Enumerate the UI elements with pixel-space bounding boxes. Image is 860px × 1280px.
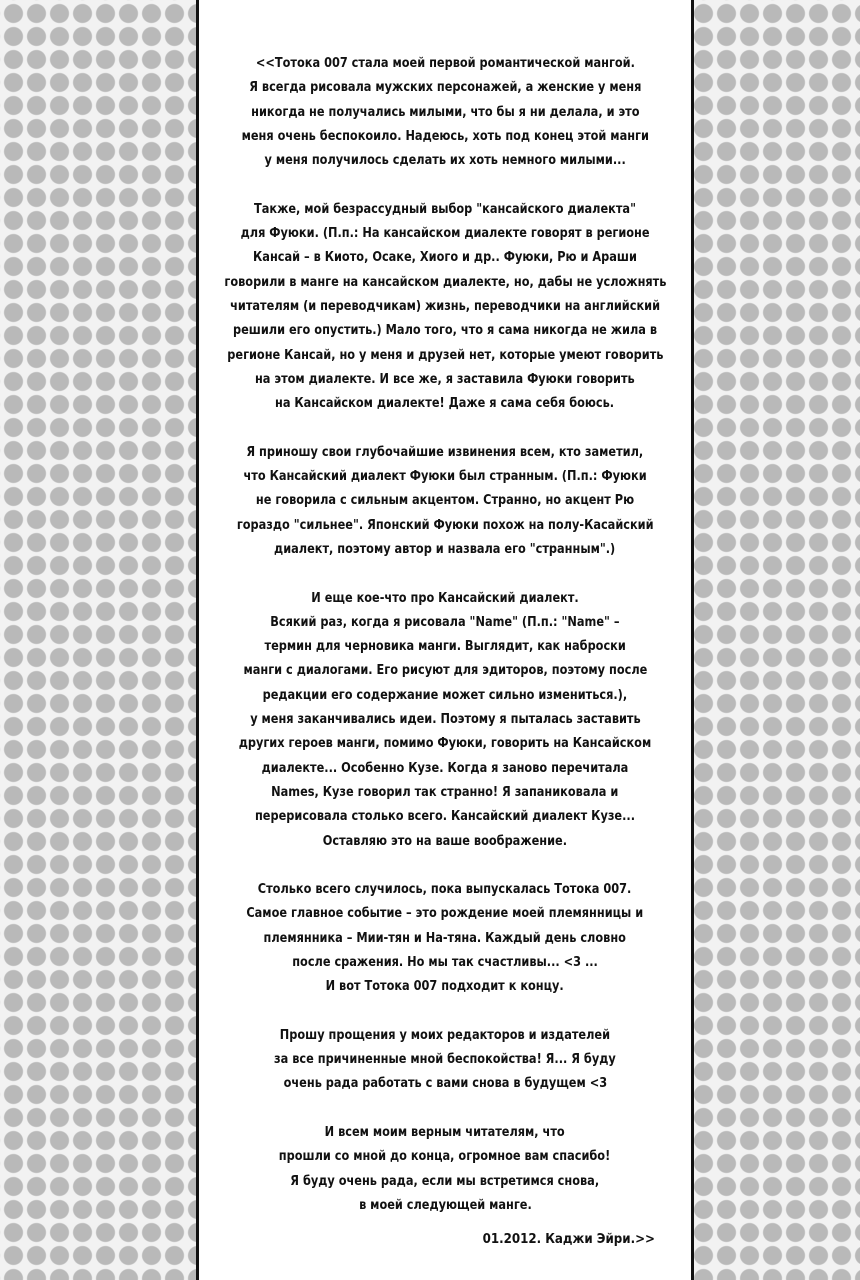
text-line: Кансай – в Киото, Осаке, Хиого и др.. Фуюки, Рю и Араши xyxy=(253,250,637,266)
afterword-text xyxy=(199,52,691,1243)
text-line: меня очень беспокоило. Надеюсь, хоть под конец этой манги xyxy=(241,128,649,144)
paragraph xyxy=(199,441,691,562)
text-line: Оставляю это на ваше воображение. xyxy=(322,833,568,849)
text-line: на Кансайском диалекте! Даже я сама себя боюсь. xyxy=(275,396,615,412)
text-line: гораздо "сильнее". Японский Фуюки похож на полу-Касайский xyxy=(236,517,654,533)
text-line: на этом диалекте. И все же, я заставила Фуюки говорить xyxy=(255,371,635,387)
text-line: для Фуюки. (П.п.: На кансайском диалекте говорят в регионе xyxy=(240,226,650,242)
text-line: читателям (и переводчикам) жизнь, переводчики на английский xyxy=(230,298,660,314)
text-line: Самое главное событие – это рождение моей племянницы и xyxy=(246,906,644,922)
paragraph xyxy=(199,587,691,854)
text-line: манги с диалогами. Его рисуют для эдиторов, поэтому после xyxy=(243,663,647,679)
text-line: И еще кое-что про Кансайский диалект. xyxy=(311,590,579,606)
text-line: <<Тотока 007 стала моей первой романтической мангой. xyxy=(255,56,635,71)
text-line: Также, мой безрассудный выбор "кансайского диалекта" xyxy=(253,201,636,217)
text-line: Столько всего случилось, пока выпускалась Тотока 007. xyxy=(258,882,632,898)
text-line: перерисовала столько всего. Кансайский диалект Кузе... xyxy=(254,809,636,825)
paragraph xyxy=(199,1024,691,1097)
text-line: никогда не получались милыми, что бы я ни делала, и это xyxy=(250,104,640,120)
text-line: Всякий раз, когда я рисовала "Name" (П.п.: "Name" – xyxy=(270,614,620,630)
text-line: редакции его содержание может сильно измениться.), xyxy=(262,687,628,703)
text-line: у меня заканчивались идеи. Поэтому я пыталась заставить xyxy=(249,712,641,728)
text-line: регионе Кансай, но у меня и друзей нет, которые умеют говорить xyxy=(226,347,664,363)
text-line: за все причиненные мной беспокойства! Я... Я буду xyxy=(274,1052,616,1068)
text-line: Я приношу свои глубочайшие извинения всем, кто заметил, xyxy=(246,444,644,460)
text-line: прошли со мной до конца, огромное вам спасибо! xyxy=(279,1149,611,1165)
text-line: у меня получилось сделать их хоть немного милыми... xyxy=(264,153,626,169)
text-line: Names, Кузе говорил так странно! Я запаниковала и xyxy=(271,784,619,800)
text-line: термин для черновика манги. Выглядит, как наброски xyxy=(264,639,626,655)
text-panel xyxy=(196,0,694,1280)
text-line: И вот Тотока 007 подходит к концу. xyxy=(325,979,565,995)
text-line: говорили в манге на кансайском диалекте, но, дабы не усложнять xyxy=(223,274,666,290)
text-line: решили его опустить.) Мало того, что я сама никогда не жила в xyxy=(232,323,658,339)
paragraph xyxy=(199,198,691,417)
text-line: Прошу прощения у моих редакторов и издателей xyxy=(279,1027,611,1043)
text-line: что Кансайский диалект Фуюки был странным. (П.п.: Фуюки xyxy=(243,469,647,485)
text-line: Я всегда рисовала мужских персонажей, а женские у меня xyxy=(248,80,642,96)
text-line: других героев манги, помимо Фуюки, говорить на Кансайском xyxy=(238,736,652,752)
text-line: Я буду очень рада, если мы встретимся снова, xyxy=(290,1173,600,1189)
text-line: в моей следующей манге. xyxy=(358,1197,532,1213)
text-line: племянника – Мии-тян и На-тяна. Каждый день словно xyxy=(263,930,627,946)
paragraph xyxy=(199,52,691,173)
paragraph xyxy=(199,878,691,999)
paragraph xyxy=(199,1121,691,1218)
text-line: очень рада работать с вами снова в будущем <3 xyxy=(283,1076,607,1092)
text-line: не говорила с сильным акцентом. Странно, но акцент Рю xyxy=(255,493,635,509)
text-line: И всем моим верным читателям, что xyxy=(324,1125,566,1141)
text-line: диалект, поэтому автор и назвала его "странным".) xyxy=(274,541,616,557)
signature: 01.2012. Каджи Эйри.>> xyxy=(482,1232,655,1247)
text-line: после сражения. Но мы так счастливы... <3 ... xyxy=(292,954,598,970)
text-line: диалекте... Особенно Кузе. Когда я заново перечитала xyxy=(261,760,629,776)
